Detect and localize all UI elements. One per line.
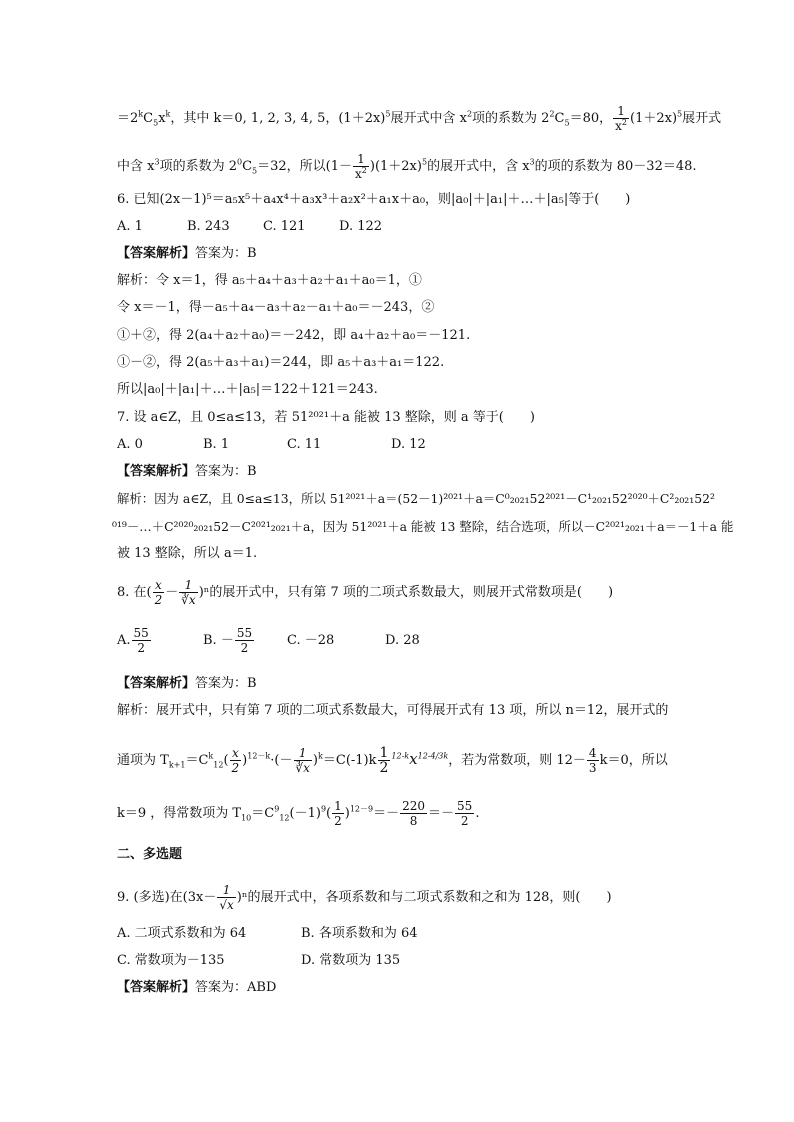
fraction: $\frac{1}{x^2}$ xyxy=(355,152,367,181)
answer-value: 答案为：B xyxy=(195,464,257,479)
question-7-options xyxy=(117,436,426,454)
fraction: $\frac{1}{∛x}$ xyxy=(181,578,196,607)
answer-line xyxy=(117,245,257,263)
option-b: B. 各项系数和为 64 xyxy=(301,926,418,941)
fraction: $\frac{x}{2}$ xyxy=(154,578,163,607)
option-b: B. 1 xyxy=(203,437,230,452)
answer-line xyxy=(117,463,257,481)
question-8 xyxy=(117,578,613,607)
text-line: $=2^kC_5x^k$，其中 k＝0, 1, 2, 3, 4, 5，$(1+2x)^5$展开式中含 $x^2$项的系数为 $2^2C_5=80$， $\frac{1}{x^2}$ $(1+2x)^5$展开式 xyxy=(117,104,722,133)
text: )(1＋2x) xyxy=(369,159,422,174)
solution-line: 所以|a₀|＋|a₁|＋…＋|a₅|＝122＋121＝243. xyxy=(117,382,378,397)
solution-line: 解析：令 x＝1，得 a₅＋a₄＋a₃＋a₂＋a₁＋a₀＝1，① xyxy=(117,273,422,288)
text-line: 中含 $x^3$项的系数为 $2^0C_5=32$，所以(1－ $\frac{1}{x^2}$ )$(1+2x)^5$的展开式中，含 $x^3$的项的系数为 80－32＝48. xyxy=(117,152,697,181)
text: )ⁿ的展开式中，只有第 7 项的二项式系数最大，则展开式常数项是( ) xyxy=(198,585,614,600)
option-b: B. 243 xyxy=(187,219,230,234)
text: x xyxy=(158,111,166,126)
option-a: A. $\frac{55}{2}$ xyxy=(117,626,149,655)
text: ＝80， xyxy=(569,111,613,126)
option-d: D. 常数项为 135 xyxy=(301,953,401,968)
text: ＝2 xyxy=(117,111,139,126)
option-d: D. 12 xyxy=(391,437,426,452)
text: (1＋2x) xyxy=(630,111,678,126)
fraction: $\frac{1}{x^2}$ xyxy=(615,104,627,133)
answer-line xyxy=(117,979,276,997)
solution-line: ①－②，得 2(a₅＋a₃＋a₁)＝244，即 a₅＋a₃＋a₁＝122. xyxy=(117,355,445,370)
text: － xyxy=(165,585,179,600)
text: C xyxy=(242,159,253,174)
section-heading: 二、多选题 xyxy=(117,847,183,862)
text: 展开式 xyxy=(682,111,722,126)
option-a: A. 二项式系数和为 64 xyxy=(117,926,247,941)
answer-line xyxy=(117,675,257,693)
text: C xyxy=(143,111,154,126)
text: 项的系数为 2 xyxy=(159,159,237,174)
text: 的展开式中，含 x xyxy=(427,159,530,174)
answer-label: 【答案解析】 xyxy=(117,464,196,479)
question-9-options xyxy=(117,952,400,970)
answer-label: 【答案解析】 xyxy=(117,676,196,691)
answer-label: 【答案解析】 xyxy=(117,980,196,995)
question-9-options xyxy=(117,925,418,943)
solution-line: k＝9 ，得常数项为 $T_{10}=C^9_{12}(-1)^9$( $\frac{1}{2}$ )$^{12-9}$＝－ $\frac{220}{8}$ ＝－ $\frac{55}{2}$ . xyxy=(117,799,480,828)
option-c: C. －28 xyxy=(287,633,335,648)
option-d: D. 28 xyxy=(385,633,420,648)
text: 8. 在( xyxy=(117,585,152,600)
option-d: D. 122 xyxy=(339,219,383,234)
question-9: 9. (多选)在(3x－ $\frac{1}{√x}$ )ⁿ的展开式中，各项系数和与二项式系数和之和为 128，则( ) xyxy=(117,883,612,912)
option-c: C. 121 xyxy=(263,219,306,234)
option-a: A. 1 xyxy=(117,219,143,234)
solution-line: 解析：展开式中，只有第 7 项的二项式系数最大，可得展开式有 13 项，所以 n＝12，展开式的 xyxy=(117,703,669,718)
solution-line: 通项为 $T_{k+1}=C^k_{12}$( $\frac{x}{2}$ )$^{12-k}$·(－ $\frac{1}{∛x}$ )$^k$＝C(-1)k $\frac{1}{2}$ $^{12-k}x^{12-4/3k}$，若为常数项，则 12－ $\frac{4}{3}$ k＝0，所以 xyxy=(117,745,668,776)
text: ，其中 k＝0, 1, 2, 3, 4, 5，(1＋2x) xyxy=(170,111,386,126)
solution-line: ①＋②，得 2(a₄＋a₂＋a₀)＝－242，即 a₄＋a₂＋a₀＝－121. xyxy=(117,328,471,343)
option-c: C. 常数项为－135 xyxy=(117,953,225,968)
text: 展开式中含 x xyxy=(390,111,467,126)
answer-value: 答案为：B xyxy=(195,676,257,691)
text: 中含 x xyxy=(117,159,155,174)
text: 的项的系数为 80－32＝48. xyxy=(534,159,697,174)
question-6: 6. 已知(2x－1)⁵＝a₅x⁵＋a₄x⁴＋a₃x³＋a₂x²＋a₁x＋a₀，则|a₀|＋|a₁|＋…＋|a₅|等于( ) xyxy=(117,192,631,207)
text: ＝32，所以(1－ xyxy=(257,159,352,174)
text: C xyxy=(554,111,565,126)
answer-value: 答案为：B xyxy=(195,246,257,261)
answer-value: 答案为：ABD xyxy=(195,980,277,995)
option-b: B. － $\frac{55}{2}$ xyxy=(203,626,253,655)
option-c: C. 11 xyxy=(287,437,322,452)
answer-label: 【答案解析】 xyxy=(117,246,196,261)
question-6-options xyxy=(117,218,382,236)
question-7: 7. 设 a∈Z，且 0≤a≤13，若 51²⁰²¹＋a 能被 13 整除，则 a 等于( ) xyxy=(117,410,535,425)
question-8-options xyxy=(117,626,420,655)
solution-line: 令 x＝－1，得－a₅＋a₄－a₃＋a₂－a₁＋a₀＝－243，② xyxy=(117,300,435,315)
text: 项的系数为 2 xyxy=(472,111,550,126)
solution-line: 解析：因为 a∈Z，且 0≤a≤13，所以 51²⁰²¹＋a＝(52－1)²⁰²¹＋a＝C⁰₂₀₂₁52²⁰²¹－C¹₂₀₂₁52²⁰²⁰＋C²₂₀₂₁52² xyxy=(117,491,715,506)
option-a: A. 0 xyxy=(117,437,143,452)
solution-line: 被 13 整除，所以 a＝1. xyxy=(117,546,258,561)
solution-line: ⁰¹⁹－…＋C²⁰²⁰₂₀₂₁52－C²⁰²¹₂₀₂₁＋a，因为 51²⁰²¹＋a 能被 13 整除，结合选项，所以－C²⁰²¹₂₀₂₁＋a＝－1＋a 能 xyxy=(112,519,734,534)
